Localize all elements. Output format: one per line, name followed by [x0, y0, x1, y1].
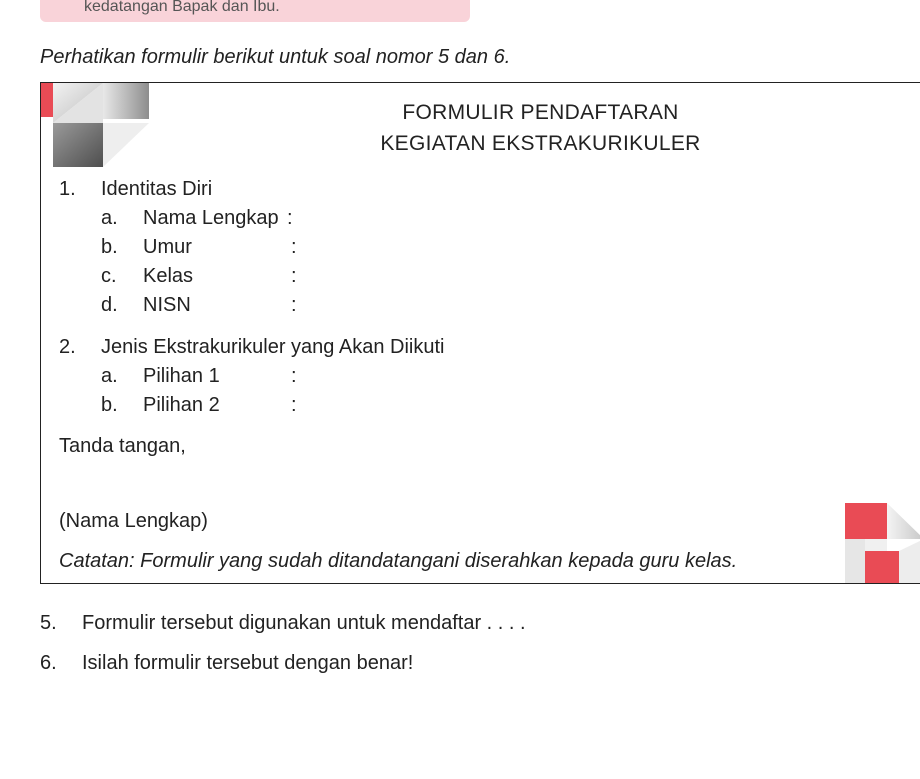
field-letter: c.	[101, 265, 117, 287]
question-6-text: Isilah formulir tersebut dengan benar!	[82, 652, 414, 674]
section1-heading	[59, 178, 213, 201]
field-colon: :	[291, 394, 297, 416]
field-letter: a.	[101, 207, 118, 229]
question-5-number: 5.	[40, 612, 57, 634]
section2-heading	[59, 336, 445, 359]
field-label-umur: Umur	[143, 236, 192, 258]
signature-label: Tanda tangan,	[59, 435, 186, 457]
section2-title: Jenis Ekstrakurikuler yang Akan Diikuti	[101, 336, 445, 358]
question-6	[40, 652, 414, 675]
field-letter: b.	[101, 236, 118, 258]
field-kelas	[101, 265, 297, 288]
instruction-text: Perhatikan formulir berikut untuk soal nomor 5 dan 6.	[40, 46, 511, 68]
field-label-kelas: Kelas	[143, 265, 194, 287]
field-nisn	[101, 294, 297, 317]
field-label-pilihan-1: Pilihan 1	[143, 365, 220, 387]
field-letter: a.	[101, 365, 118, 387]
field-colon: :	[291, 265, 297, 287]
field-letter: b.	[101, 394, 118, 416]
field-pilihan-2	[101, 394, 297, 417]
form-note: Catatan: Formulir yang sudah ditandatangani diserahkan kepada guru kelas.	[59, 550, 738, 572]
form-title-line1: FORMULIR PENDAFTARAN	[402, 101, 679, 124]
field-label-nisn: NISN	[143, 294, 191, 316]
top-note-banner	[40, 0, 470, 22]
field-umur	[101, 236, 297, 259]
decorative-squares-bottom-right	[840, 493, 920, 583]
question-6-number: 6.	[40, 652, 57, 674]
field-colon: :	[291, 294, 297, 316]
field-pilihan-1	[101, 365, 297, 388]
section1-title: Identitas Diri	[101, 178, 213, 200]
registration-form	[40, 82, 920, 584]
field-nama-lengkap	[101, 207, 293, 230]
top-note-text: kedatangan Bapak dan Ibu.	[84, 0, 280, 15]
section2-number: 2.	[59, 336, 76, 358]
field-colon: :	[291, 236, 297, 258]
question-5	[40, 612, 526, 635]
field-colon: :	[287, 207, 293, 229]
name-placeholder: (Nama Lengkap)	[59, 510, 208, 532]
field-label-nama-lengkap: Nama Lengkap	[143, 207, 279, 229]
field-colon: :	[291, 365, 297, 387]
form-title-line2: KEGIATAN EKSTRAKURIKULER	[380, 132, 701, 155]
question-5-text: Formulir tersebut digunakan untuk mendaftar . . . .	[82, 612, 526, 634]
form-title	[181, 97, 900, 159]
field-label-pilihan-2: Pilihan 2	[143, 394, 220, 416]
decorative-squares-top-left	[41, 83, 151, 167]
section1-number: 1.	[59, 178, 76, 200]
field-letter: d.	[101, 294, 118, 316]
